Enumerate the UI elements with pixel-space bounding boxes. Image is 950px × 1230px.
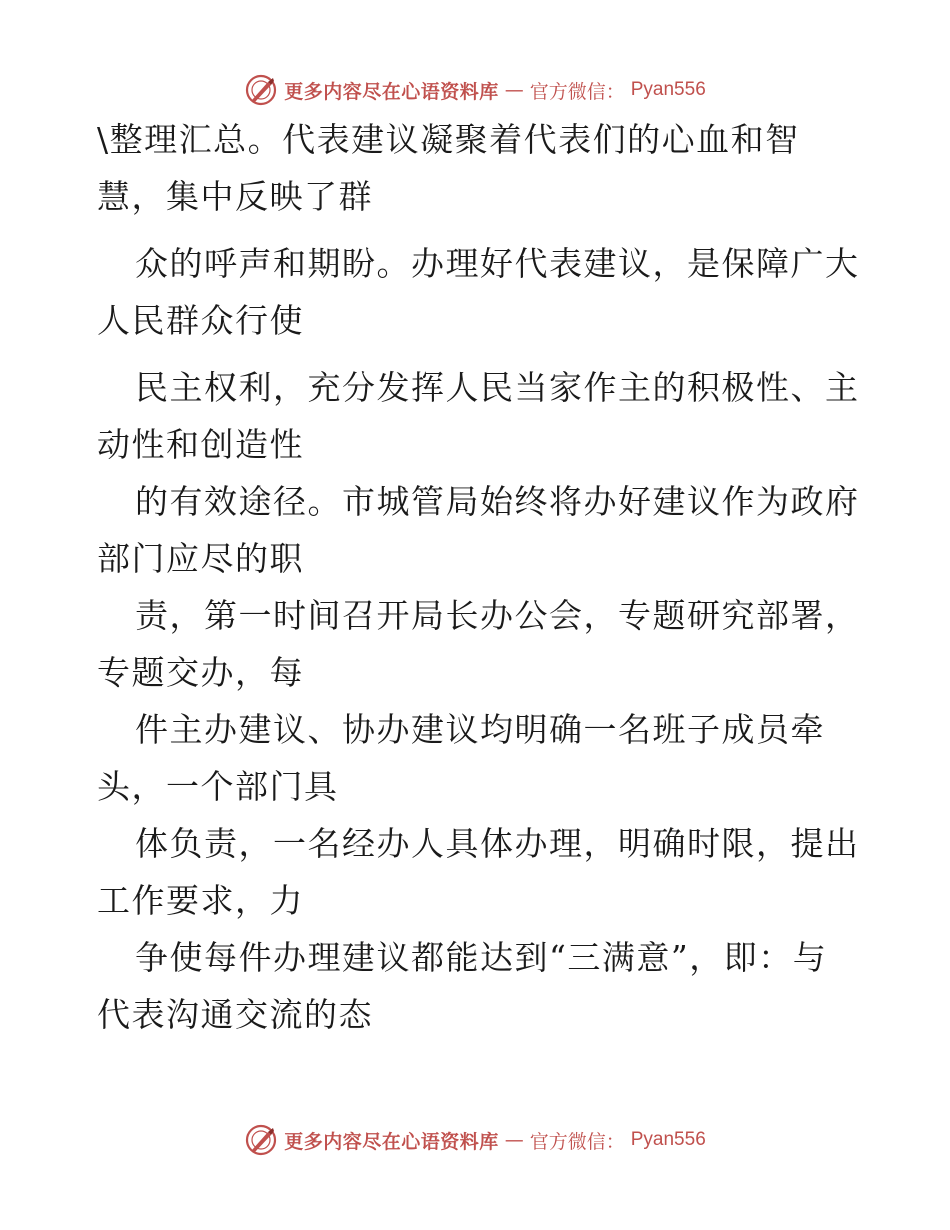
body-line: 件主办建议、协办建议均明确一名班子成员牵 bbox=[135, 710, 825, 749]
body-line: 民主权利，充分发挥人民当家作主的积极性、主 bbox=[135, 368, 860, 407]
body-line: 人民群众行使 bbox=[97, 301, 304, 340]
body-line: 责，第一时间召开局长办公会，专题研究部署， bbox=[135, 596, 860, 635]
header-watermark bbox=[0, 70, 950, 110]
body-line: 争使每件办理建议都能达到“三满意”，即：与 bbox=[135, 938, 828, 977]
body-line: 部门应尽的职 bbox=[97, 539, 304, 578]
footer-watermark bbox=[0, 1120, 950, 1160]
body-line: 体负责，一名经办人具体办理，明确时限，提出 bbox=[135, 824, 860, 863]
body-line: 众的呼声和期盼。办理好代表建议，是保障广大 bbox=[135, 244, 860, 283]
body-line: 工作要求，力 bbox=[97, 881, 304, 920]
body-line: 专题交办，每 bbox=[97, 653, 304, 692]
watermark-wechat-id: Pyan556 bbox=[630, 79, 706, 100]
watermark-separator: — bbox=[504, 79, 524, 101]
body-line: 动性和创造性 bbox=[97, 425, 304, 464]
quill-pen-logo-icon bbox=[244, 1123, 278, 1157]
watermark-label: 官方微信： bbox=[529, 80, 625, 103]
watermark-main-text: 更多内容尽在心语资料库 bbox=[284, 1130, 499, 1153]
body-line: 头，一个部门具 bbox=[97, 767, 339, 806]
quill-pen-logo-icon bbox=[244, 73, 278, 107]
body-line: \整理汇总。代表建议凝聚着代表们的心血和智 bbox=[97, 120, 800, 159]
watermark-main-text: 更多内容尽在心语资料库 bbox=[284, 80, 499, 103]
watermark-label: 官方微信： bbox=[529, 1130, 625, 1153]
body-line: 代表沟通交流的态 bbox=[97, 995, 373, 1034]
watermark-separator: — bbox=[504, 1129, 524, 1151]
watermark-wechat-id: Pyan556 bbox=[630, 1129, 706, 1150]
body-line: 的有效途径。市城管局始终将办好建议作为政府 bbox=[135, 482, 860, 521]
body-line: 慧，集中反映了群 bbox=[97, 177, 373, 216]
